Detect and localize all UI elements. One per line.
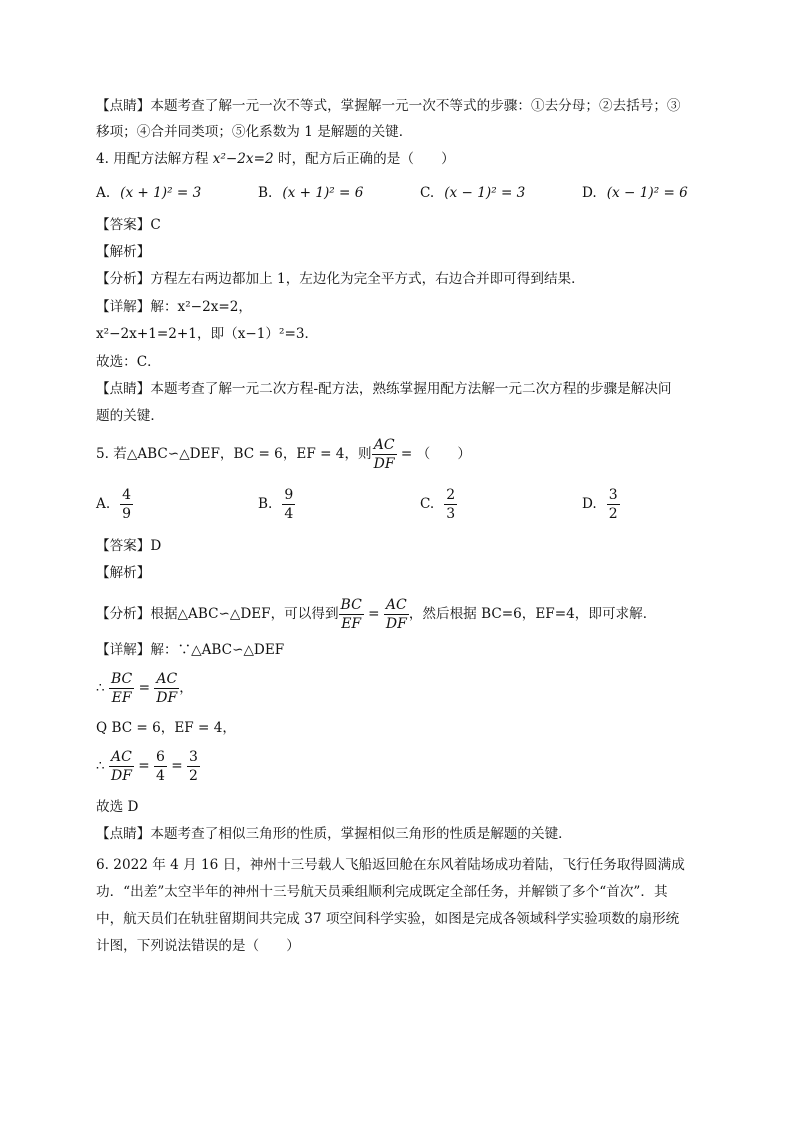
option-fraction xyxy=(120,488,133,521)
q4-option-c xyxy=(420,184,525,202)
q5-stem-suffix: = （ ） xyxy=(396,446,472,462)
q4-detail-2: x²−2x+1=2+1，即（x−1）²=3． xyxy=(96,326,319,342)
q5-answer: 【答案】D xyxy=(96,538,162,554)
q4-stem-equation: x²−2x=2 xyxy=(212,151,274,167)
q5-detail-2-fraction-2 xyxy=(154,672,179,705)
q5-analysis-prefix: 【分析】根据△ABC∽△DEF，可以得到 xyxy=(96,606,339,622)
q4-stem-suffix: 时，配方后正确的是（ ） xyxy=(273,151,455,167)
q3-remark-line-1 xyxy=(96,97,698,115)
q5-detail-1: 【详解】解：∵△ABC∽△DEF xyxy=(96,642,285,658)
fraction-denominator: EF xyxy=(111,690,132,706)
q4-option-b xyxy=(258,184,363,202)
q4-remark-2: 题的关键． xyxy=(96,408,164,424)
q5-detail-2-suffix: ， xyxy=(179,680,193,696)
fraction-numerator: 2 xyxy=(446,487,456,503)
equals-sign: = xyxy=(368,606,380,622)
remark-text: 本题考查了解一元一次不等式，掌握解一元一次不等式的步骤：①去分母；②去括号；③ xyxy=(150,98,681,114)
q4-analysis-head: 【解析】 xyxy=(96,244,151,260)
q5-stem-prefix: 5. 若△ABC∽△DEF，BC = 6，EF = 4，则 xyxy=(96,446,372,462)
therefore-sign: ∴ xyxy=(96,680,109,696)
q5-option-b xyxy=(258,488,295,521)
q5-option-a xyxy=(96,488,133,521)
fraction-denominator: 9 xyxy=(122,506,132,522)
option-fraction xyxy=(282,488,295,521)
option-label: B. xyxy=(258,185,273,201)
fraction-denominator: 2 xyxy=(188,768,198,784)
q6-line-2: 功．“出差”太空半年的神州十三号航天员乘组顺利完成既定全部任务，并解锁了多个“首次”．其 xyxy=(96,884,668,900)
option-fraction xyxy=(607,488,620,521)
q5-option-c xyxy=(420,488,457,521)
q5-detail-2-fraction-1 xyxy=(109,672,134,705)
q6-line-1: 6. 2022 年 4 月 16 日，神州十三号载人飞船返回舱在东风着陆场成功着陆，飞行任务取得圆满成 xyxy=(96,857,685,873)
therefore-sign: ∴ xyxy=(96,758,109,774)
q5-analysis-fraction-2 xyxy=(384,598,409,631)
q4-choose: 故选：C． xyxy=(96,354,161,370)
fraction-denominator: DF xyxy=(156,690,178,706)
option-label: D. xyxy=(582,185,597,201)
fraction-numerator: AC xyxy=(109,750,134,767)
option-label: C. xyxy=(420,185,435,201)
q5-detail-4-fraction-2 xyxy=(154,750,167,783)
q5-choose: 故选 D xyxy=(96,799,139,815)
q5-stem xyxy=(96,438,698,471)
fraction-denominator: DF xyxy=(385,616,407,632)
option-expression: (x + 1)² = 6 xyxy=(282,185,364,201)
q5-detail-2 xyxy=(96,672,698,705)
q4-stem-prefix: 4. 用配方法解方程 xyxy=(96,151,213,167)
fraction-denominator: DF xyxy=(110,768,132,784)
option-label: A. xyxy=(96,185,111,201)
fraction-numerator: 4 xyxy=(122,487,132,503)
fraction-numerator: BC xyxy=(340,597,362,613)
q5-detail-4-fraction-1 xyxy=(109,750,134,783)
equals-sign: = xyxy=(171,758,183,774)
fraction-denominator: DF xyxy=(373,456,395,472)
option-expression: (x + 1)² = 3 xyxy=(120,185,202,201)
fraction-numerator: 3 xyxy=(608,487,618,503)
q4-remark-1: 【点睛】本题考查了解一元二次方程-配方法，熟练掌握用配方法解一元二次方程的步骤是解决问 xyxy=(96,381,672,397)
q5-detail-4 xyxy=(96,750,698,783)
remark-tag: 【点睛】 xyxy=(96,98,151,114)
option-label: B. xyxy=(258,496,273,512)
option-label: C. xyxy=(420,496,435,512)
fraction-numerator: 3 xyxy=(188,749,198,765)
q5-analysis-fraction-1 xyxy=(339,598,364,631)
q5-analysis xyxy=(96,598,698,631)
q4-stem xyxy=(96,150,698,168)
fraction-denominator: 4 xyxy=(155,768,165,784)
q4-analysis: 【分析】方程左右两边都加上 1，左边化为完全平方式，右边合并即可得到结果． xyxy=(96,271,585,287)
q5-detail-3: Q BC = 6，EF = 4， xyxy=(96,720,237,736)
fraction-numerator: AC xyxy=(384,598,409,615)
equals-sign: = xyxy=(138,758,150,774)
q5-option-d xyxy=(582,488,620,521)
option-expression: (x − 1)² = 6 xyxy=(606,185,688,201)
q4-option-a xyxy=(96,184,201,202)
equals-sign: = xyxy=(138,680,150,696)
q6-line-3: 中，航天员们在轨驻留期间共完成 37 项空间科学实验，如图是完成各领域科学实验项数的扇形统 xyxy=(96,911,680,927)
fraction-numerator: AC xyxy=(372,438,397,455)
q5-remark: 【点睛】本题考查了相似三角形的性质，掌握相似三角形的性质是解题的关键． xyxy=(96,826,572,842)
fraction-numerator: 9 xyxy=(284,487,294,503)
fraction-numerator: AC xyxy=(154,672,179,689)
option-label: A. xyxy=(96,496,111,512)
fraction-denominator: 2 xyxy=(608,506,618,522)
q5-analysis-head: 【解析】 xyxy=(96,565,151,581)
fraction-denominator: 4 xyxy=(284,506,294,522)
q6-line-4: 计图，下列说法错误的是（ ） xyxy=(96,938,300,954)
q4-detail-1: 【详解】解：x²−2x=2， xyxy=(96,299,253,315)
fraction-numerator: 6 xyxy=(155,749,165,765)
fraction-denominator: 3 xyxy=(446,506,456,522)
q5-detail-4-fraction-3 xyxy=(187,750,200,783)
q4-answer: 【答案】C xyxy=(96,217,161,233)
option-fraction xyxy=(444,488,457,521)
q5-analysis-suffix: ，然后根据 BC=6，EF=4，即可求解． xyxy=(408,606,657,622)
q3-remark-line-2: 移项；④合并同类项；⑤化系数为 1 是解题的关键． xyxy=(96,124,413,140)
q4-option-d xyxy=(582,184,688,202)
fraction-numerator: BC xyxy=(110,671,133,687)
option-label: D. xyxy=(582,496,597,512)
q5-stem-fraction xyxy=(372,438,397,471)
fraction-denominator: EF xyxy=(341,616,362,632)
option-expression: (x − 1)² = 3 xyxy=(444,185,526,201)
